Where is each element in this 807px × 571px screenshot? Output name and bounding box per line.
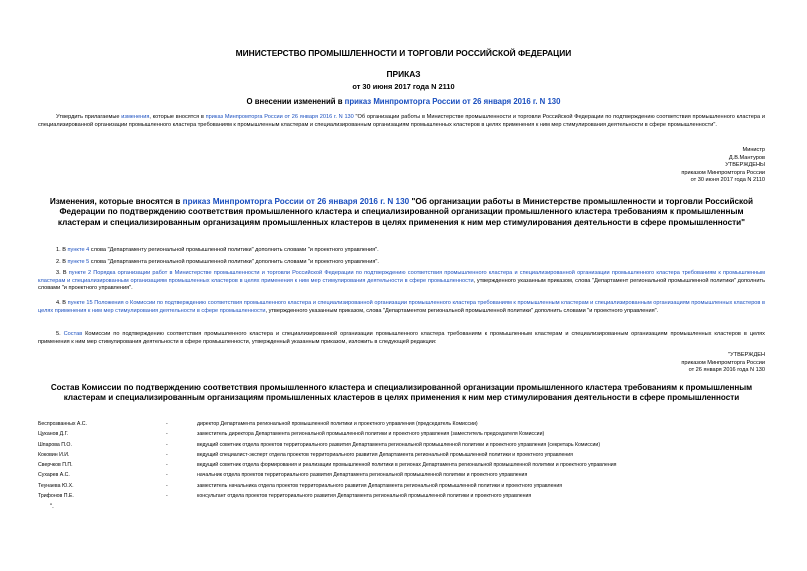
member-name: Коковин И.И.: [38, 451, 70, 458]
item-1-link[interactable]: пункте 4: [67, 247, 90, 253]
member-name: Сухарев А.С.: [38, 472, 70, 479]
item-2: [38, 259, 765, 267]
item-2-link[interactable]: пункте 5: [67, 259, 90, 265]
item-1: [38, 247, 765, 255]
approved-label: УТВЕРЖДЕНЫ: [725, 162, 765, 169]
signature-name: Д.В.Мантуров: [728, 154, 765, 161]
item-2-text: слова "Департамента региональной промышленной политики" дополнить словами "и проектного управления".: [89, 259, 379, 265]
item-1-num: 1. В: [56, 247, 68, 253]
item-5-text: Комиссии по подтверждению соответствия промышленного кластера и специализированной организации промышленного кластера требованиям к промышленным кластерам и специализированным организациям промышленных кластеров в целях применения к ним мер стимулирования деятельности в сфере промышленности, утвержденный указанным приказом, изложить в следующей редакции:: [38, 331, 765, 345]
order-date-number: от 30 июня 2017 года N 2110: [352, 82, 455, 91]
signature-position: Министр: [742, 147, 765, 153]
approved2-date: от 26 января 2016 года N 130: [688, 367, 765, 374]
member-name: Беспрозванных А.С.: [38, 421, 87, 427]
changes-title-rest: "Об организации работы в Министерстве промышленности и торговли Российской Федерации по подтверждению соответствия промышленного кластера и специализированной организации промышленного кластера требованиям к промышленным кластерам и специализированным организациям промышленных кластеров в целях применения к ним мер стимулирования деятельности в сфере промышленности": [57, 197, 754, 227]
approved2-by: приказом Минпромторга России: [681, 359, 765, 366]
ministry-title: МИНИСТЕРСТВО ПРОМЫШЛЕННОСТИ И ТОРГОВЛИ РОССИЙСКОЙ ФЕДЕРАЦИИ: [235, 48, 572, 58]
member-role: ведущий советник отдела проектов территориального развития Департамента региональной промышленной политики и проектного управления (секретарь Комиссии): [197, 441, 601, 448]
intro-text-3: "Об организации работы в Министерстве промышленности и торговли Российской Федерации по подтверждению соответствия промышленного кластера и специализированной организации промышленного кластера требованиям к промышленным кластерам и специализированным организациям промышленных кластеров в целях применения к ним мер стимулирования деятельности в сфере промышленности".: [38, 114, 765, 128]
table-row: [38, 421, 757, 431]
intro-text-2: , которые вносятся в: [149, 114, 206, 120]
member-role: начальник отдела проектов территориального развития Департамента региональной промышленной политики и проектного управления: [197, 472, 528, 479]
table-row: [38, 462, 757, 472]
table-row: [38, 493, 757, 503]
approved2-label: "УТВЕРЖДЕН: [728, 352, 765, 358]
changes-title-link[interactable]: приказ Минпромторга России от 26 января 2016 г. N 130: [182, 197, 410, 206]
member-dash: -: [166, 462, 168, 469]
item-3: [38, 270, 765, 293]
member-dash: -: [166, 482, 168, 489]
table-row: [38, 431, 757, 441]
item-3-text: , утвержденного указанным приказом, слова "Департамент региональной промышленной политики" дополнить словами "и проектного управления".: [38, 277, 765, 292]
changes-title-prefix: Изменения, которые вносятся в: [49, 197, 183, 206]
subject-link[interactable]: приказ Минпромторга России от 26 января 2016 г. N 130: [344, 97, 561, 106]
member-name: Цуканов Д.Г.: [38, 431, 69, 438]
member-role: ведущий специалист-эксперт отдела проектов территориального развития Департамента региональной промышленной политики и проектного управления: [197, 451, 573, 458]
member-role: ведущий советник отдела формирования и реализации промышленной политики в регионах Департамента региональной промышленной политики и проектного управления: [197, 462, 617, 469]
table-row: [38, 452, 757, 462]
closing-mark: ".: [50, 504, 54, 510]
table-row: [38, 483, 757, 493]
member-name: Трифонов П.Е.: [38, 493, 74, 500]
member-dash: -: [166, 421, 168, 427]
member-dash: -: [166, 472, 168, 479]
doc-type: ПРИКАЗ: [386, 69, 421, 79]
item-3-link[interactable]: пункте 2 Порядка организации работ в Министерстве промышленности и торговли Российской Федерации по подтверждению соответствия промышленного кластера и специализированной организации промышленного кластера требованиям к промышленным кластерам и специализированным организациям промышленных кластеров в целях применения к ним мер стимулирования деятельности в сфере промышленности: [38, 270, 765, 284]
member-name: Теунаева Ю.Х.: [38, 482, 74, 489]
member-dash: -: [166, 441, 168, 448]
item-2-num: 2. В: [56, 259, 68, 265]
table-row: [38, 472, 757, 482]
changes-title: [38, 197, 765, 228]
member-role: заместитель начальника отдела проектов территориального развития Департамента региональной промышленной политики и проектного управления: [197, 482, 563, 489]
table-row: [38, 442, 757, 452]
item-4-link[interactable]: пункте 15 Положения о Комиссии по подтверждению соответствия промышленного кластера и специализированной организации промышленного кластера требованиям к промышленным кластерам и специализированным организациям промышленных кластеров в целях применения к ним мер стимулирования деятельности в сфере промышленности: [38, 300, 765, 314]
member-role: директор Департамента региональной промышленной политики и проектного управления (председатель Комиссии): [197, 421, 478, 427]
member-dash: -: [166, 451, 168, 458]
approved-by: приказом Минпромторга России: [681, 169, 765, 176]
item-5: [38, 331, 765, 346]
item-5-num: 5.: [56, 331, 64, 337]
member-dash: -: [166, 493, 168, 500]
member-dash: -: [166, 431, 168, 438]
item-4-text: , утвержденного указанным приказом, слова "Департаментом региональной промышленной политики" дополнить словами "и проектного управления".: [265, 307, 659, 314]
approved-date: от 30 июня 2017 года N 2110: [690, 177, 765, 184]
members-body: [38, 421, 757, 503]
commission-title: Состав Комиссии по подтверждению соответствия промышленного кластера и специализированной организации промышленного кластера требованиям к промышленным кластерам и специализированным организациям промышленных кластеров в целях применения к ним мер стимулирования деятельности в сфере промышленности: [50, 383, 753, 403]
intro-paragraph: [38, 114, 765, 129]
member-role: консультант отдела проектов территориального развития Департамента региональной промышленной политики и проектного управления: [197, 493, 532, 500]
item-4: [38, 300, 765, 315]
item-1-text: слова "Департаменту региональной промышленной политики" дополнить словами "и проектного управления".: [89, 247, 379, 253]
member-name: Шпарова П.О.: [38, 441, 72, 448]
approved-block-2: [681, 352, 765, 375]
subject-prefix: О внесении изменений в: [246, 97, 345, 106]
item-4-num: 4. В: [56, 300, 68, 306]
order-subject: [0, 97, 807, 108]
signature-block: [681, 147, 765, 185]
commission-members-table: [38, 421, 757, 503]
intro-link-changes[interactable]: изменения: [121, 114, 150, 120]
member-name: Сверчков П.П.: [38, 462, 73, 469]
item-5-link[interactable]: Состав: [63, 331, 83, 337]
intro-text-1: Утвердить прилагаемые: [56, 114, 122, 120]
intro-link-order[interactable]: приказ Минпромторга России от 26 января 2016 г. N 130: [205, 114, 354, 120]
member-role: заместитель директора Департамента региональной промышленной политики и проектного управления (заместитель председателя Комиссии): [197, 431, 545, 438]
item-3-num: 3. В: [56, 270, 69, 276]
